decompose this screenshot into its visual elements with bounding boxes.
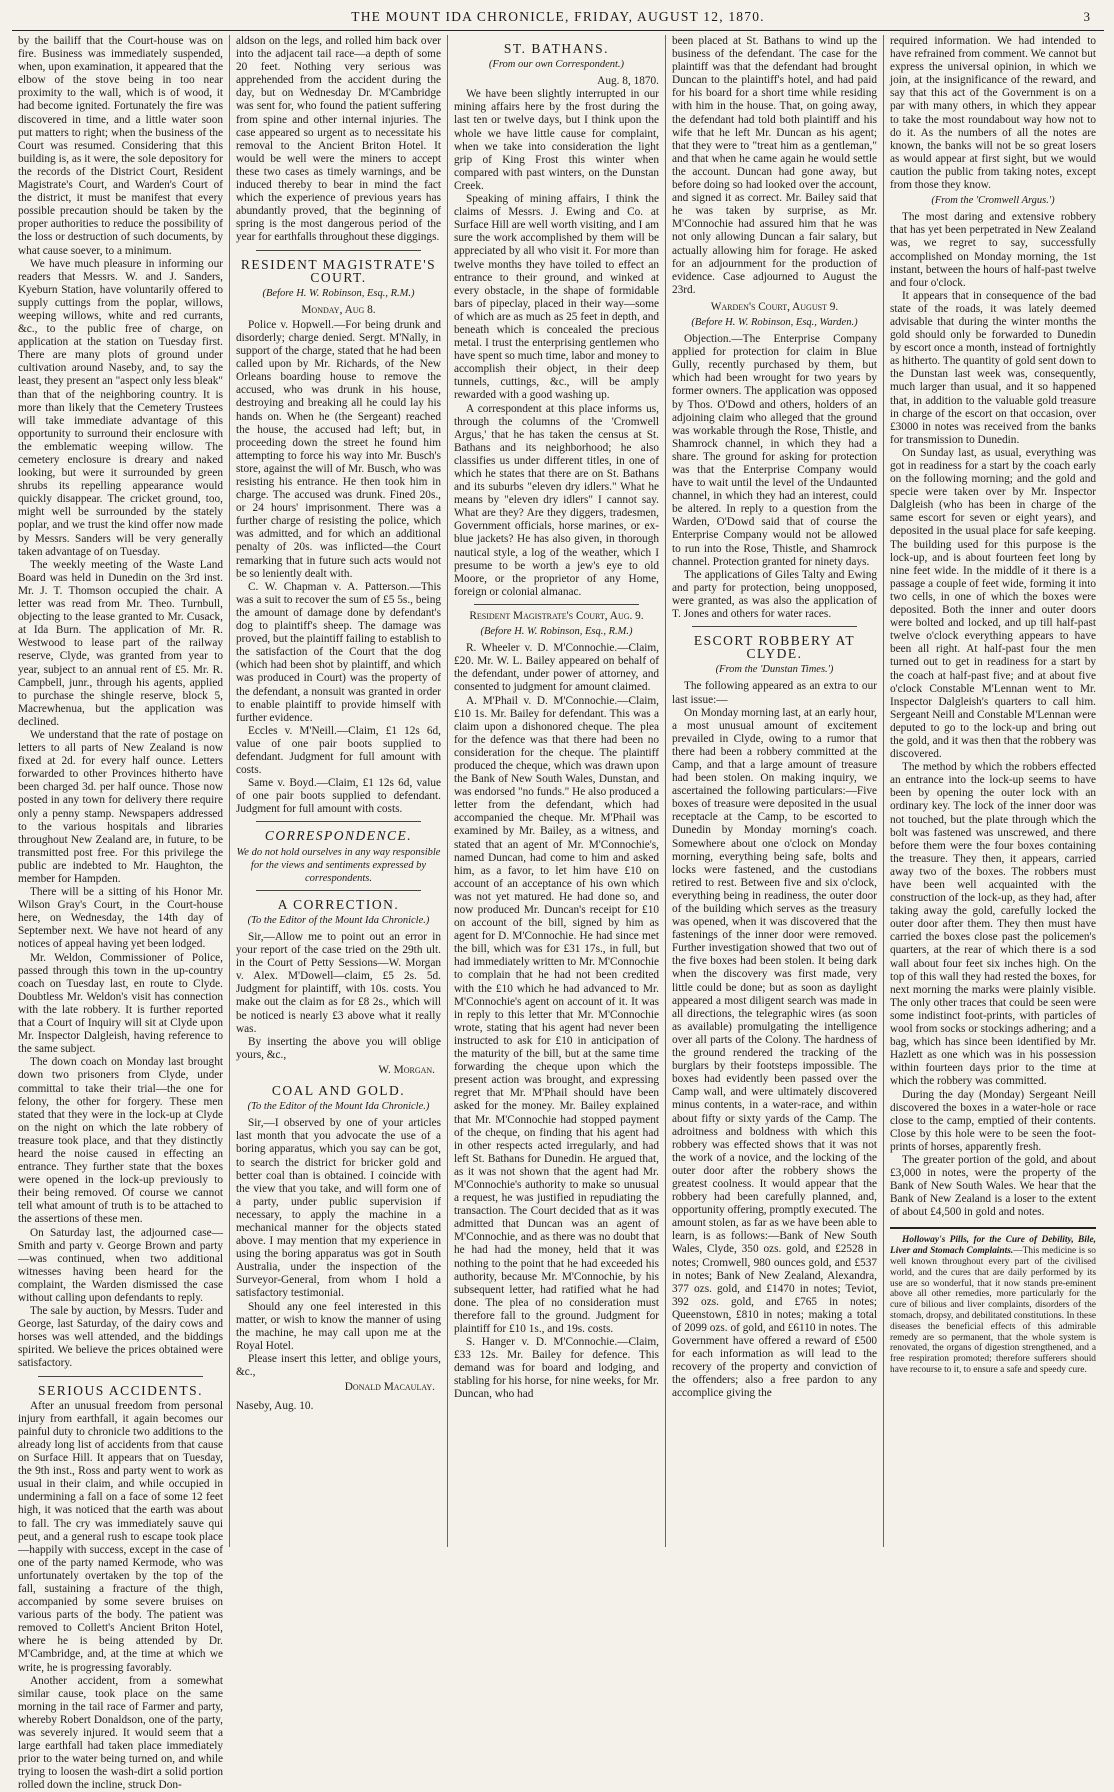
letter-paragraph: By inserting the above you will oblige yours, &c., — [236, 1035, 441, 1061]
article-paragraph: Another accident, from a somewhat similar cause, took place on the same morning in the tail race of Farmer and party, whereby Robert Donaldson, one of the party, was severely injured. It would seem that a large earthfall had taken place immediately prior to the water being turned on, and while trying to loosen the wash-dirt a solid portion rolled down the incline, struck Don- — [18, 1674, 223, 1792]
column-1 — [12, 35, 230, 1792]
letter-signature: Donald Macaulay. — [344, 1381, 435, 1394]
article-paragraph: by the bailiff that the Court-house was on fire. Business was immediately suspended, when, upon examination, it appeared that the elbow of the stove being in too near proximity to the wall, which is of wood, it had become ignited. Fortunately the fire was discovered in time, and a little water soon put matters to right; when the business of the Court was resumed. Considering that this building is, as it were, the sole depository for the records of the District Court, Resident Magistrate's Court, and Warden's Court of the district, it must be manifest that every possible precaution should be taken by the proper authorities to reduce the possibility of the loss or destruction of such documents, by what cause soever, to a minimum. — [18, 35, 223, 257]
court-case: Objection.—The Enterprise Company applied for protection for claim in Blue Gully, recently purchased by them, but which had been wrought for two years by former owners. The application was opposed by Thos. O'Dowd and others, holders of an adjoining claim who alleged that the ground was workable through the Rose, Thistle, and Shamrock channel, in which they had a share. The ground for asking for protection was that the Enterprise Company would have to wait until the level of the Undaunted channel, in which they had an interest, could be altered. In reply to a question from the Warden, O'Dowd said that of course the Enterprise Company would not be allowed to run into the Rose, Thistle, and Shamrock channel. Protection granted for ninety days. — [672, 333, 877, 568]
article-paragraph: On Sunday last, as usual, everything was got in readiness for a start by the coach early on the following morning; and the gold and specie were taken over by Mr. Inspector Dalgleish (who has been in charge of the same escort for seven or eight years), and deposited in the usual place for safe keeping. The building used for this purpose is the lock-up, and is about fourteen feet long by nine feet wide. In the middle of it there is a passage a couple of feet wide, forming it into two cells, in one of which the boxes were deposited. Both the inner and outer doors were bolted and locked, and up till half-past twelve o'clock everything appears to have been all right. At half-past four the men turned out to get in readiness for a start by the coach at half-past five; and at about five o'clock Constable M'Lennan went to Mr. Inspector Dalgleish's quarters to call him. Sergeant Neill and Constable M'Lennan were deputed to go to the lock-up and bring out the gold, and it was then that the robbery was discovered. — [890, 446, 1096, 761]
correspondence-heading: CORRESPONDENCE. — [264, 828, 413, 844]
court-case: been placed at St. Bathans to wind up the business of the defendant. The case for the plaintiff was that the defendant had brought Duncan to the plaintiff's hotel, and had paid for his board for a short time while residing with him in the house. That, on going away, the defendant had told both plaintiff and his wife that he left Mr. Duncan as his agent; that they were to "treat him as a gentleman," and that when he came again he would settle the account. Duncan had gone away, but before doing so had looked over the account, and signed it as correct. Mr. Bailey said that he was taken by surprise, as Mr. M'Connochie had assured him that he was not only allowing Duncan a fair salary, but actually allowing him for forage. He asked for an adjournment for the production of evidence. Case adjourned to August the 23rd. — [672, 35, 877, 296]
section-divider — [256, 250, 421, 251]
source-note: (From the 'Dunstan Times.') — [715, 664, 834, 676]
section-divider — [38, 1376, 203, 1377]
section-divider — [256, 890, 421, 891]
article-paragraph: We have much pleasure in informing our readers that Messrs. W. and J. Sanders, Kyeburn Station, have voluntarily offered to supply cuttings from the poplar, willows, weeping willows, white and red currants, &c., to the public free of charge, on application at the station on Tuesday first. There are many plots of ground under cultivation around Naseby, and, to say the least, they present an "aspect only less bleak" than that of the neighboring country. It is more than likely that the Cemetery Trustees will take immediate advantage of this opportunity to surround their enclosure with the emblematic weeping willow. The cemetery enclosure is dreary and naked looking, but were it surrounded by green shrubs its repelling appearance would quickly disappear. The cricket ground, too, might well be surrounded by the stately poplar, and we trust the kind offer now made by Messrs. Sanders will be very generally taken advantage of on Tuesday. — [18, 257, 223, 558]
article-paragraph: It appears that in consequence of the bad state of the roads, it was lately deemed advisable that during the winter months the gold should only be forwarded to Dunedin by escort once a month, instead of fortnightly as hitherto. The quantity of gold sent down to the Dunstan last week was, consequently, much larger than usual, and it so happened that, in addition to the valuable gold treasure in charge of the escort on that occasion, over £3000 in notes was received from the banks for transmission to Dunedin. — [890, 289, 1096, 446]
article-paragraph: The method by which the robbers effected an entrance into the lock-up seems to have been by opening the outer lock with an ordinary key. The lock of the inner door was not touched, but the plate through which the bolt was fastened was unscrewed, and there before them were the four boxes containing the treasure. They then, it appears, carried away two of the boxes. The robbers must have been well acquainted with the construction of the lock-up, as they had, after taking away the gold, carefully locked the outer door after them. They then must have carried the boxes close past the policemen's quarters, at the rear of which there is a sod wall about four feet six inches high. On the top of this wall they had rested the boxes, for next morning the marks were plainly visible. The only other traces that could be seen were some indistinct foot-prints, with particles of wool from socks or stockings adhering; and a bag, which has since been identified by Mr. Hazlett as one which was in his possession within fourteen days prior to the time at which the robbery was committed. — [890, 761, 1096, 1088]
serious-accidents-heading: SERIOUS ACCIDENTS. — [37, 1382, 204, 1398]
court-date: Monday, Aug 8. — [301, 303, 376, 316]
article-paragraph: aldson on the legs, and rolled him back over into the adjacent tail race—a depth of some 20 feet. Nothing very serious was apprehended from the accident during the day, but on Wednesday Dr. M'Cambridge was sent for, who found the patient suffering from spine and other internal injuries. The case appeared so urgent as to necessitate his removal to the Ancient Briton Hotel. It would be well were the miners to accept these two cases as timely warnings, and be induced thereby to bear in mind the fact which the experience of previous years has abundantly proved, that the beginning of spring is the most dangerous period of the year for earthfalls throughout these diggings. — [236, 35, 441, 244]
letter-paragraph: Sir,—I observed by one of your articles last month that you advocate the use of a boring apparatus, which you say can be got, to search the district for bricker gold and better coal than is obtained. I coincide with the view that you take, and will form one of a party, under public supervision if necessary, to apply the machine in a mechanical manner for the objects stated above. I may mention that my experience in using the boring apparatus was got in South Australia, under the inspection of the Surveyor-General, from whom I hold a satisfactory testimonial. — [236, 1117, 441, 1300]
resident-magistrate-heading: RESIDENT MAGISTRATE'S COURT. — [240, 256, 437, 285]
section-divider — [474, 604, 639, 605]
article-paragraph: The down coach on Monday last brought down two prisoners from Clyde, under committal to take their trial—the one for felony, the other for forgery. These men stated that they were in the lock-up at Clyde on the night on which the late robbery of treasure took place, and that they distinctly heard the noise caused in effecting an entrance. They further state that the boxes were opened in the lock-up previously to their being removed. Of course we cannot tell what amount of truth is to be attached to the assertions of these men. — [18, 1056, 223, 1226]
correction-heading: A CORRECTION. — [277, 896, 400, 912]
letter-signature: W. Morgan. — [378, 1063, 435, 1076]
court-case: Police v. Hopwell.—For being drunk and disorderly; charge denied. Sergt. M'Nally, in support of the charge, stated that he had been called upon by Mr. Richards, of the New Orleans boarding house to remove the accused, who was drunk in his house, destroying and breaking all he could lay his hands on. When he (the Sergeant) reached the house, the accused had left; but, in proceeding down the street he found him attempting to force his way into Mr. Busch's store, against the will of Mr. Busch, who was resisting his entrance. He then took him in charge. The accused was drunk. Fined 20s., or 24 hours' imprisonment. There was a further charge of resisting the police, which was admitted, and for which an additional penalty of 20s. was inflicted—the Court remarking that in future such acts would not be so leniently dealt with. — [236, 318, 441, 580]
article-paragraph: The most daring and extensive robbery that has yet been perpetrated in New Zealand was, we regret to say, successfully accomplished on Monday morning, the 1st instant, between the hours of half-past twelve and four o'clock. — [890, 211, 1096, 289]
court-presiding: (Before H. W. Robinson, Esq., R.M.) — [480, 626, 633, 638]
court-presiding: (Before H. W. Robinson, Esq., Warden.) — [691, 316, 858, 328]
court-case: S. Hanger v. D. M'Connochie.—Claim, £33 12s. Mr. Bailey for defence. This demand was for board and lodging, and stabling for his horse, for nine weeks, for Mr. Duncan, who had — [454, 1336, 659, 1401]
column-4 — [666, 35, 884, 1547]
holloways-pills-advert — [890, 1227, 1096, 1375]
masthead — [12, 6, 1104, 31]
columns — [12, 35, 1104, 1792]
court-heading: Resident Magistrate's Court, Aug. 9. — [469, 609, 644, 622]
article-paragraph: After an unusual freedom from personal injury from earthfall, it again becomes our painful duty to chronicle two additions to the already long list of accidents from that cause on Surface Hill. It appears that on Tuesday, the 9th inst., Ross and party went to work as usual in their claim, and while occupied in undermining a fall on a face of some 12 feet high, it was noticed that the earth was about to fall. The cry was immediately sauve qui peut, and a general rush to escape took place—happily with success, except in the case of one of the party named Kermode, who was unfortunately overtaken by the top of the fall, sustaining a fracture of the thigh, accompanied by some severe bruises on various parts of the body. The patient was removed to Collett's Ancient Briton Hotel, where he is being attended by Dr. M'Cambridge, and, at the time at which we write, he is progressing favorably. — [18, 1399, 223, 1674]
column-5 — [884, 35, 1102, 1547]
article-paragraph: We have been slightly interrupted in our mining affairs here by the frost during the last ten or twelve days, but I think upon the whole we have little cause for complaint, when we take into consideration the light grip of King Frost this winter when compared with past winters, on the Dunstan Creek. — [454, 88, 659, 192]
article-paragraph: Speaking of mining affairs, I think the claims of Messrs. J. Ewing and Co. at Surface Hill are well worth visiting, and I am sure the work accomplished by them will be appreciated by all who visit it. For more than twelve months they have toiled to effect an entrance to their ground, and winked at every obstacle, in the shape of formidable bars of pipeclay, placed in their way—some of which are as much as 25 feet in depth, and beneath which is concealed the precious metal. I trust the enterprising gentlemen who have spent so much time, labor and money to accomplish their object, in their deep tunnels, cuttings, &c., will be amply rewarded with a good washing up. — [454, 193, 659, 402]
article-paragraph: During the day (Monday) Sergeant Neill discovered the boxes in a water-hole or race close to the camp, emptied of their contents. Close by this hole were to be seen the foot-prints of horses, apparently fresh. — [890, 1088, 1096, 1153]
article-paragraph: There will be a sitting of his Honor Mr. Wilson Gray's Court, in the Court-house here, on Wednesday, the 14th day of September next. We have not heard of any notices of appeal having yet been lodged. — [18, 886, 223, 951]
court-case: Eccles v. M'Neill.—Claim, £1 12s 6d, value of one pair boots supplied to defendant. Judgment for full amount with costs. — [236, 724, 441, 777]
court-presiding: (Before H. W. Robinson, Esq., R.M.) — [262, 287, 415, 299]
correspondent-note: (From our own Correspondent.) — [488, 59, 625, 71]
article-paragraph: required information. We had intended to have refrained from comment. We cannot but express the universal opinion, in which we join, at the insignificance of the reward, and say that this act of the Government is on a par with many others, in which they appear to take the most roundabout way how not to do it. As the numbers of all the notes are known, the banks will not be so great losers as would appear at first sight, but we would caution the public from taking notes, except from those they know. — [890, 35, 1096, 192]
escort-robbery-heading: ESCORT ROBBERY AT CLYDE. — [693, 633, 856, 662]
dateline: Aug. 8, 1870. — [597, 75, 659, 88]
article-paragraph: Mr. Weldon, Commissioner of Police, passed through this town in the up-country coach on Tuesday last, en route to Clyde. Doubtless Mr. Weldon's visit has connection with the late robbery. It is further reported that a Court of Inquiry will sit at Clyde upon Mr. Inspector Dalgleish, having reference to the same subject. — [18, 951, 223, 1056]
correspondence-disclaimer: We do not hold ourselves in any way responsible for the views and sentiments expressed by correspondents. — [236, 846, 441, 884]
letter-paragraph: Sir,—Allow me to point out an error in your report of the case tried on the 29th ult. in the Court of Petty Sessions—W. Morgan v. Alex. M'Dowell—claim, £5 2s. 5d. Judgment for plaintiff, with 10s. costs. You make out the claim as for £8 2s., which will be noticed is nearly £3 above what it really was. — [236, 931, 441, 1035]
court-case: R. Wheeler v. D. M'Connochie.—Claim, £20. Mr. W. L. Bailey appeared on behalf of the defendant, under power of attorney, and consented to judgment for amount claimed. — [454, 642, 659, 694]
article-paragraph: The following appeared as an extra to our last issue:— — [672, 680, 877, 706]
article-paragraph: The sale by auction, by Messrs. Tuder and George, last Saturday, of the dairy cows and horses was well attended, and the biddings spirited. We believe the prices obtained were satisfactory. — [18, 1305, 223, 1370]
article-paragraph: The greater portion of the gold, and about £3,000 in notes, were the property of the Bank of New South Wales. We hear that the Bank of New Zealand is a loser to the extent of about £4,500 in gold and notes. — [890, 1153, 1096, 1219]
section-divider — [256, 821, 421, 822]
column-2 — [230, 35, 448, 1547]
letter-addressee: (To the Editor of the Mount Ida Chronicle.) — [247, 1101, 430, 1113]
article-paragraph: We understand that the rate of postage on letters to all parts of New Zealand is now fixed at 2d. for every half ounce. Letters forwarded to other Provinces hitherto have been charged 3d. per half ounce. Those now posted in any town for delivery there require only a penny stamp. Newspapers addressed to the various hospitals and libraries throughout New Zealand are, in future, to be transmitted post free. For this privilege the public are indebted to Mr. Haughton, the member for Hampden. — [18, 728, 223, 885]
page-number: 3 — [1083, 9, 1090, 24]
advert-body: —This medicine is so well known throughout every part of the civilised world, and the cures that are daily performed by its use are so wonderful, that it now stands pre-eminent above all other remedies, more particularly for the cure of bilious and liver complaints, disorders of the stomach, dropsy, and debilitated constitutions. In these diseases the beneficial effects of this admirable remedy are so permanent, that the whole system is renovated, the organs of digestion strengthened, and a free respiration promoted; therefore sufferers should have recourse to it, to ensure a safe and speedy cure. — [890, 1246, 1096, 1375]
coal-and-gold-heading: COAL AND GOLD. — [271, 1083, 406, 1099]
court-case: The applications of Giles Talty and Ewing and party for protection, being unopposed, were granted, as was also the application of T. Jones and others for water races. — [672, 568, 877, 621]
letter-paragraph: Should any one feel interested in this matter, or wish to know the manner of using the machine, he may call upon me at the Royal Hotel. — [236, 1300, 441, 1352]
section-divider — [692, 626, 857, 627]
st-bathans-heading: ST. BATHANS. — [503, 41, 610, 56]
wardens-court-heading: Warden's Court, August 9. — [710, 300, 839, 313]
court-case: C. W. Chapman v. A. Patterson.—This was a suit to recover the sum of £5 5s., being the amount of damage done by defendant's dog to plaintiff's sheep. The damage was proved, but the plaintiff failing to establish to the satisfaction of the Court that the dog (which had been shot by plaintiff, and which was produced in Court) was the property of the defendant, a nonsuit was granted in order to enable plaintiff to provide himself with further evidence. — [236, 580, 441, 724]
letter-paragraph: Please insert this letter, and oblige yours, &c., — [236, 1352, 441, 1378]
advert-title: Holloway's Pills, for the Cure of Debility, Bile, Liver and Stomach Complaints. — [890, 1235, 1096, 1257]
court-case: A. M'Phail v. D. M'Connochie.—Claim, £10 1s. Mr. Bailey for defendant. This was a claim upon a dishonored cheque. The plea for the defence was that there had been no consideration for the cheque. The plaintiff produced the cheque, which was drawn upon the Bank of New South Wales, Dunstan, and was endorsed "no funds." He also produced a letter from the defendant, which had accompanied the cheque. Mr. M'Phail was examined by Mr. Bailey, as a witness, and stated that an agent of Mr. M'Connochie's, named Duncan, had come to him and asked him, as a favor, to let him have £10 on account of an acceptance of his own which was not yet matured. He had done so, and now produced Mr. Duncan's receipt for £10 on account of the bill, signed by him as agent for D. M'Connochie. He had since met the bill, which was for £31 17s., in full, but had immediately written to Mr. M'Connochie to complain that he had not been credited with the £10 which he had advanced to Mr. M'Connochie's agent on account of it. It was in reply to this letter that Mr. M'Connochie wrote, stating that his agent had never been instructed to ask for £10 in anticipation of the maturity of the bill, but at the same time forwarding the cheque upon which the present action was brought, and expressing regret that Mr. M'Phail should have been asked for the money. Mr. Bailey explained that Mr. M'Connochie had stopped payment of the cheque, on finding that his agent had in other respects acted irregularly, and had left St. Bathans for Dunedin. He argued that, as it was not shown that the agent had Mr. M'Connochie's authority to make so unusual a request, he was justified in repudiating the transaction. The Court decided that as it was admitted that Duncan was an agent of M'Connochie, and as there was no doubt that he had had the money, held that it was nothing to the point that he had exceeded his authority, because Mr. M'Connochie, by his subsequent letter, had ratified what he had done. The plea of no consideration must therefore fall to the ground. Judgment for plaintiff for £10 1s., and 19s. costs. — [454, 694, 659, 1335]
article-paragraph: The weekly meeting of the Waste Land Board was held in Dunedin on the 3rd inst. Mr. J. T. Thomson occupied the chair. A letter was read from Mr. Theo. Turnbull, objecting to the lease granted to Mr. Cusack, at Ida Burn. The application of Mr. R. Westwood to lease part of the railway reserve, Clyde, was granted from year to year, subject to an annual rent of £5. Mr. R. Campbell, junr., through his agents, applied to purchase the shingle reserve, block 5, Macrewhenua, but the application was declined. — [18, 558, 223, 728]
article-paragraph: On Monday morning last, at an early hour, a most unusual amount of excitement prevailed in Clyde, owing to a rumor that there had been a robbery committed at the Camp, and that a large amount of treasure had been stolen. On making inquiry, we ascertained the following particulars:—Five boxes of treasure were deposited in the usual receptacle at the Camp, to be escorted to Dunedin by Monday morning's coach. Somewhere about one o'clock on Monday morning, everything being safe, bolts and locks were fastened, and the custodians retired to rest. Between five and six o'clock, everything being in readiness, the outer door of the building which serves as the treasury was opened, when it was discovered that the fastenings of the inner door were removed. Further investigation showed that two out of the five boxes had been stolen. It being dark when the discovery was first made, very little could be done; but as soon as daylight appeared a most diligent search was made in all directions, the telegraphic wires (as soon as available) promulgating the intelligence over all parts of the Colony. The hardness of the ground rendered the tracking of the burglars by their footsteps impossible. The boxes had evidently been passed over the Camp wall, and were ultimately discovered minus contents, in a water-race, and within about fifty or sixty yards of the Camp. The adroitness and boldness with which this robbery was effected shows that it was not the work of a novice, and the locking of the outer door after the robbery shows the greatest coolness. It would appear that the robbery had been carefully planned, and, opportunity offering, promptly executed. The amount stolen, as far as we have been able to learn, is as follows:—Bank of New South Wales, Clyde, 350 ozs. gold, and £2528 in notes; Cromwell, 980 ounces gold, and £537 in notes; Bank of New Zealand, Alexandra, 377 ozs. gold, and £1470 in notes; Teviot, 392 ozs. gold, and £765 in notes; Queenstown, £810 in notes; making a total of 2099 ozs. of gold, and £6110 in notes. The Government have offered a reward of £500 for each information as will lead to the recovery of the property and conviction of the offenders; also a free pardon to any accomplice giving the — [672, 706, 877, 1400]
source-note: (From the 'Cromwell Argus.') — [931, 195, 1055, 207]
column-3 — [448, 35, 666, 1547]
article-paragraph: A correspondent at this place informs us, through the columns of the 'Cromwell Argus,' that he has taken the census at St. Bathans and its neighborhood; he also classifies us under different titles, in one of which he states that there are on St. Bathans and its suburbs "eleven dry idlers." What he means by "eleven dry idlers" I cannot say. What are they? Are they diggers, tradesmen, Government officials, horse marines, or ex-blue jackets? He has also given, in thorough nautical style, a log of the weather, which I presume to be worth a jew's eye to old Moore, or the proprietor of any Home, foreign or colonial almanac. — [454, 402, 659, 598]
court-case: Same v. Boyd.—Claim, £1 12s 6d, value of one pair boots supplied to defendant. Judgment for full amount with costs. — [236, 777, 441, 816]
article-paragraph: On Saturday last, the adjourned case—Smith and party v. George Brown and party—was continued, when two additional witnesses having been heard for the complaint, the Warden dismissed the case without calling upon defendants to reply. — [18, 1226, 223, 1304]
letter-place-date: Naseby, Aug. 10. — [236, 1400, 314, 1413]
letter-addressee: (To the Editor of the Mount Ida Chronicle.) — [247, 914, 430, 926]
newspaper-title: THE MOUNT IDA CHRONICLE, FRIDAY, AUGUST 12, 1870. — [351, 9, 765, 24]
